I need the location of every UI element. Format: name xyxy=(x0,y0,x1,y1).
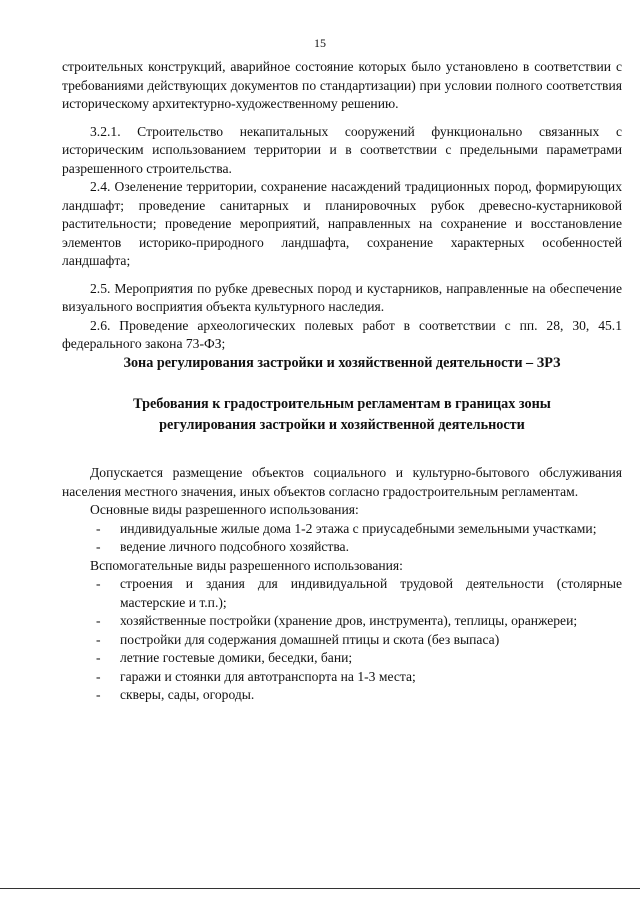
dash-marker: - xyxy=(96,576,101,591)
paragraph-continuation: строительных конструкций, аварийное состояние которых было установлено в соответствии с требованиями действующих документов по стандартизации) при условии полного соответствия историческому архитектурно-художественному решению. xyxy=(62,59,622,111)
paragraph-2-6: 2.6. Проведение археологических полевых работ в соответствии с пп. 28, 30, 45.1 федерального закона 73-ФЗ; xyxy=(62,317,622,351)
section-intro: Допускается размещение объектов социального и культурно-бытового обслуживания населения местного значения, иных объектов согласно градостроительным регламентам. xyxy=(62,465,622,499)
dash-marker: - xyxy=(96,613,101,628)
paragraph-2-5: 2.5. Мероприятия по рубке древесных пород и кустарников, направленные на обеспечение визуального восприятия объекта культурного наследия. xyxy=(62,280,622,314)
list-item: - хозяйственные постройки (хранение дров, инструмента), теплицы, оранжереи; xyxy=(62,612,622,631)
aux-uses-label: Вспомогательные виды разрешенного использования: xyxy=(90,557,403,573)
section-subtitle xyxy=(62,394,622,436)
list-item: - скверы, сады, огороды. xyxy=(62,686,622,705)
main-uses-label: Основные виды разрешенного использования: xyxy=(90,502,359,517)
section-subtitle-line-1: Требования к градостроительным регламентам в границах зоны xyxy=(133,396,551,412)
list-item: - гаражи и стоянки для автотранспорта на 1-3 места; xyxy=(62,668,622,687)
list-item: - строения и здания для индивидуальной трудовой деятельности (столярные мастерские и т.п.); xyxy=(96,576,622,610)
paragraph-2-4: 2.4. Озеленение территории, сохранение насаждений традиционных пород, формирующих ландшафт; проведение санитарных и планировочных рубок древесно-кустарниковой растительности; проведение мероприятий, направленных на сохранение и восстановление элементов историко-природного ландшафта, сохранение характерных особенностей ландшафта; xyxy=(62,179,622,268)
section-title: Зона регулирования застройки и хозяйственной деятельности – ЗРЗ xyxy=(123,354,561,371)
footer-rule xyxy=(0,888,640,889)
list-item: - постройки для содержания домашней птицы и скота (без выпаса) xyxy=(62,631,622,650)
dash-marker: - xyxy=(96,668,101,684)
dash-marker: - xyxy=(96,631,101,647)
dash-marker: - xyxy=(96,539,101,554)
list-item: - ведение личного подсобного хозяйства. xyxy=(62,538,622,557)
aux-uses-list xyxy=(62,575,622,705)
dash-marker: - xyxy=(96,650,101,665)
dash-marker: - xyxy=(96,687,101,702)
paragraph-3-2-1: 3.2.1. Строительство некапитальных сооружений функционально связанных с историческим использованием территории и в соответствии с предельными параметрами разрешенного строительства. xyxy=(62,123,622,176)
list-item: - индивидуальные жилые дома 1-2 этажа с приусадебными земельными участками; xyxy=(62,520,622,539)
document-body xyxy=(62,58,622,705)
page-number: 15 xyxy=(314,36,326,50)
main-uses-list xyxy=(62,520,622,557)
section-subtitle-line-2: регулирования застройки и хозяйственной деятельности xyxy=(159,417,525,433)
list-item: - летние гостевые домики, беседки, бани; xyxy=(62,649,622,668)
dash-marker: - xyxy=(96,520,101,536)
